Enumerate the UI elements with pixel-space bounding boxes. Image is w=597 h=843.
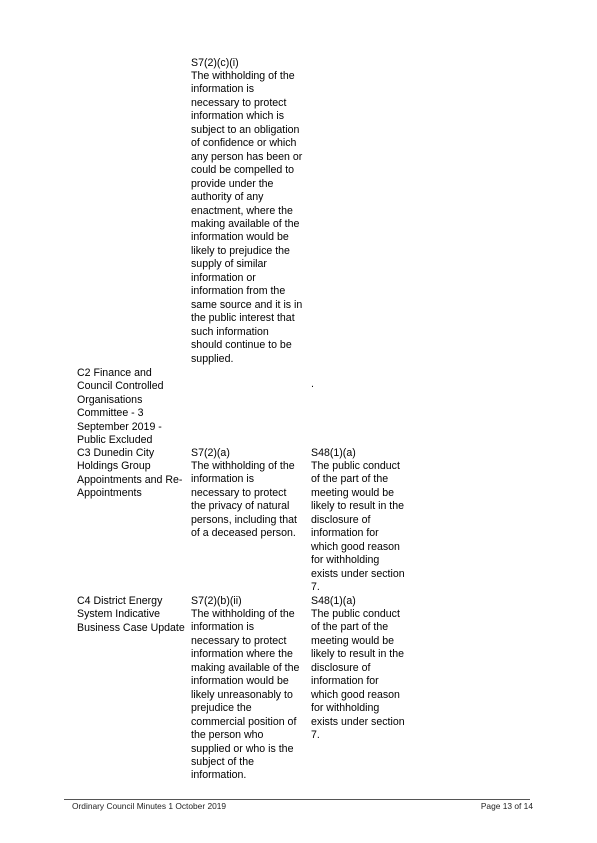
ground-text: The withholding of the information is necessary to protect the privacy of natural persons, including that of a deceased person. (191, 460, 298, 540)
ground-code: S7(2)(c)(i) (191, 57, 239, 69)
agenda-item-c3: C3 Dunedin City Holdings Group Appointments and Re- Appointments (77, 447, 183, 500)
agenda-item-c2: C2 Finance and Council Controlled Organisations Committee - 3 September 2019 - Public Excluded (77, 367, 164, 447)
section-placeholder: . (311, 378, 314, 390)
ground-text: The withholding of the information is necessary to protect information where the making available of the information would be likely unreasonably to prejudice the commercial position of the person who supplied or who is the subject of the information. (191, 608, 300, 782)
agenda-item-c4: C4 District Energy System Indicative Business Case Update (77, 595, 185, 634)
footer-title: Ordinary Council Minutes 1 October 2019 (72, 801, 227, 811)
section-code: S48(1)(a) (311, 595, 356, 607)
section-text: The public conduct of the part of the meeting would be likely to result in the disclosure of information for which good reason for withholding exists under section 7. (311, 460, 405, 594)
section-code: S48(1)(a) (311, 447, 356, 459)
section-text: The public conduct of the part of the meeting would be likely to result in the disclosure of information for which good reason for withholding exists under section 7. (311, 608, 405, 742)
ground-code: S7(2)(b)(ii) (191, 595, 242, 607)
ground-code: S7(2)(a) (191, 447, 230, 459)
ground-text: The withholding of the information is necessary to protect information which is subject to an obligation of confidence or which any person has been or could be compelled to provide under the authority of any enactment, where the making available of the information would be likely to prejudice the supply of similar information or information from the same source and it is in the public interest that such information should continue to be supplied. (191, 70, 303, 365)
footer-divider (64, 799, 530, 800)
page-number: Page 13 of 14 (480, 801, 533, 811)
